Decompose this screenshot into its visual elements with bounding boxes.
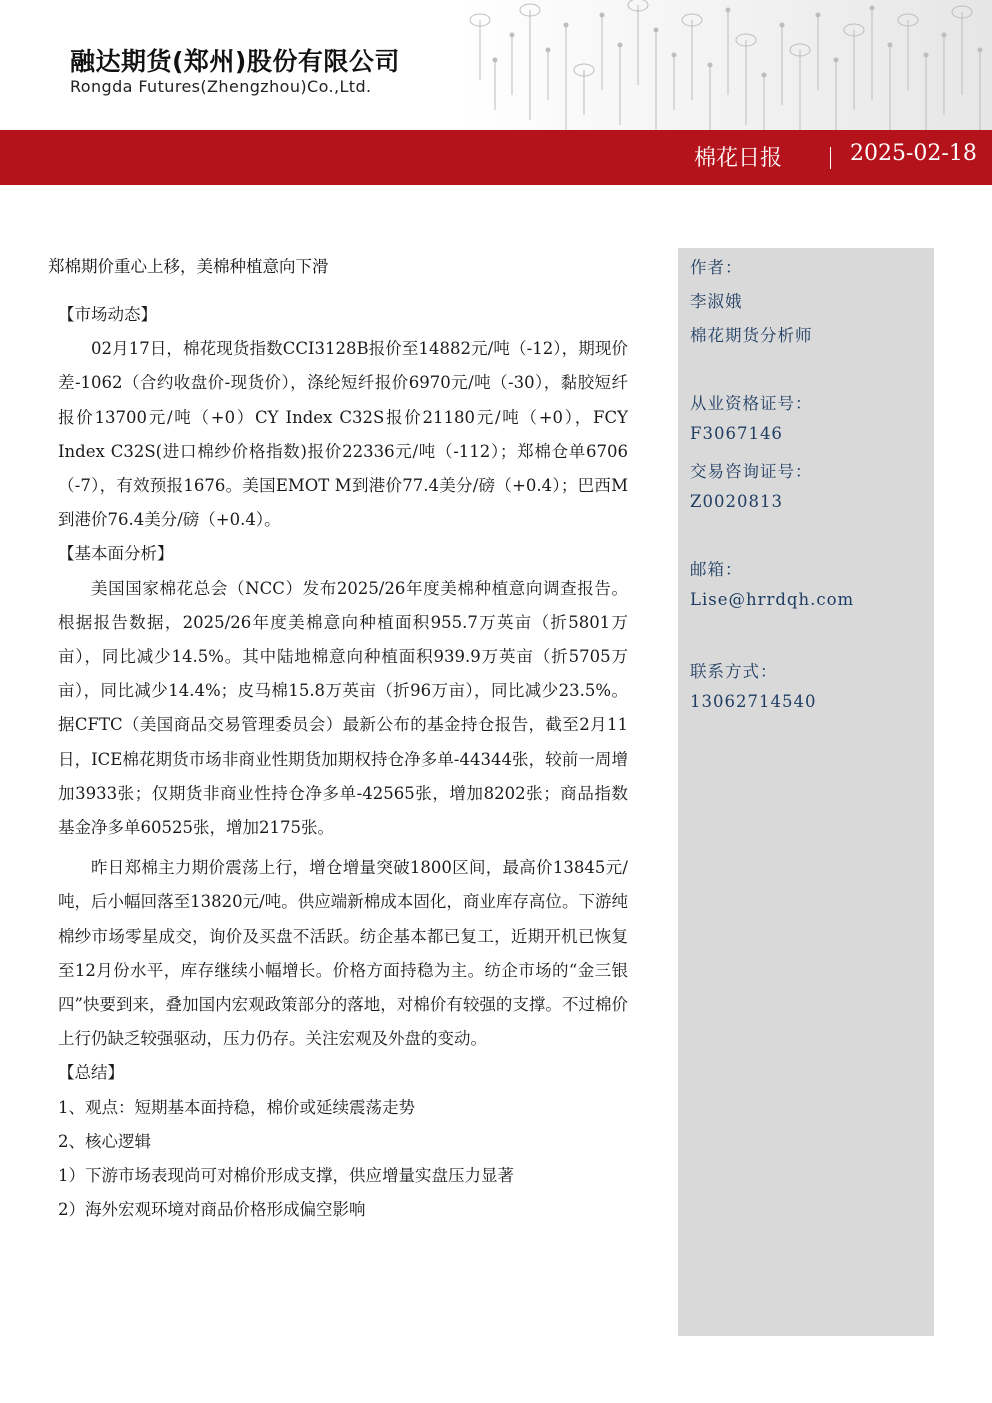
title-separator [830,147,831,169]
report-title: 棉花日报 [694,146,783,171]
email-label: 邮箱： [690,560,743,579]
deco-dot [672,53,676,57]
fundamental-paragraph-2: 昨日郑棉主力期价震荡上行，增仓增量突破1800区间，最高价13845元/吨，后小幅回落至13820元/吨。供应端新棉成本固化，商业库存高位。下游纯棉纱市场零星成交，询价及买盘不活跃。纺企基本都已复工，近期开机已恢复至12月份水平，库存继续小幅增长。价格方面持稳为主。纺企市场的“金三银四”快要到来，叠加国内宏观政策部分的落地，对棉价有较强的支撑。不过棉价上行仍缺乏较强驱动，压力仍存。关注宏观及外盘的变动。 [58,858,628,1049]
deco-dot [978,48,982,52]
cert-number: F3067146 [690,424,783,443]
deco-dot [780,23,784,27]
deco-dot [546,48,550,52]
summary-line-3: 1）下游市场表现尚可对棉价形成支撑，供应增量实盘压力显著 [58,1166,514,1186]
summary-line-2: 2、核心逻辑 [58,1131,151,1151]
deco-dot [888,43,892,47]
section-title-summary: 【总结】 [58,1063,124,1083]
report-title-band [0,130,992,185]
section-title-market: 【市场动态】 [58,305,157,324]
contact-label: 联系方式： [690,662,778,681]
deco-dot [924,53,928,57]
deco-dot [618,43,622,47]
phone-number: 13062714540 [690,692,817,711]
deco-dot [726,8,730,12]
deco-dot [942,33,946,37]
market-paragraph: 02月17日，棉花现货指数CCI3128B报价至14882元/吨（-12），期现价差-1062（合约收盘价-现货价），涤纶短纤报价6970元/吨（-30），黏胶短纤报价13700元/吨（+0）CY Index C32S报价21180元/吨（+0），FCY Index C32S(进口棉纱价格指数)报价22336元/吨（-112）；郑棉仓单6706（-7），有效预报1676。美国EMOT M到港价77.4美分/磅（+0.4）；巴西M到港价76.4美分/磅（+0.4）。 [58,339,628,530]
main-content [58,298,628,1227]
report-date: 2025-02-18 [850,141,977,166]
consult-number: Z0020813 [690,492,783,511]
deco-dot [834,58,838,62]
author-title: 棉花期货分析师 [690,326,813,345]
summary-line-4: 2）海外宏观环境对商品价格形成偏空影响 [58,1200,366,1220]
deco-dot [493,58,497,62]
section-title-fundamental: 【基本面分析】 [58,544,174,564]
deco-dot [654,28,658,32]
deco-dot [870,6,874,10]
page-header [0,0,992,130]
deco-dot [564,23,568,27]
cert-label: 从业资格证号： [690,394,813,413]
email-link[interactable]: Lise@hrrdqh.com [690,590,855,609]
author-label: 作者： [690,258,743,277]
consult-label: 交易咨询证号： [690,462,813,481]
deco-dot [600,13,604,17]
deco-dot [708,63,712,67]
deco-dot [510,33,514,37]
fundamental-paragraph-1: 美国国家棉花总会（NCC）发布2025/26年度美棉种植意向调查报告。根据报告数据，2025/26年度美棉意向种植面积955.7万英亩（折5801万亩），同比减少14.5%。其中陆地棉意向种植面积939.9万英亩（折5705万亩），同比减少14.4%；皮马棉15.8万英亩（折96万亩），同比减少23.5%。据CFTC（美国商品交易管理委员会）最新公布的基金持仓报告，截至2月11日，ICE棉花期货市场非商业性期货加期权持仓净多单-44344张，较前一周增加3933张；仅期货非商业性持仓净多单-42565张，增加8202张；商品指数基金净多单60525张，增加2175张。 [58,578,628,838]
decorative-header-graphic [460,0,992,130]
deco-dot [816,13,820,17]
report-headline: 郑棉期价重心上移，美棉种植意向下滑 [48,257,329,276]
company-name-cn: 融达期货(郑州)股份有限公司 [70,47,400,76]
company-name-en: Rongda Futures(Zhengzhou)Co.,Ltd. [70,77,372,96]
author-name: 李淑娥 [690,292,743,311]
summary-line-1: 1、观点：短期基本面持稳，棉价或延续震荡走势 [58,1097,415,1117]
deco-dot [762,73,766,77]
